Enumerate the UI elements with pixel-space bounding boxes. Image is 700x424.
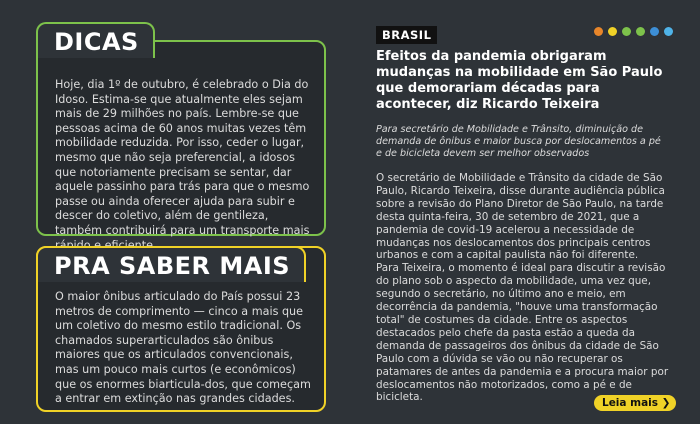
article-paragraph-1: O secretário de Mobilidade e Trânsito da cidade de São Paulo, Ricardo Teixeira, disse durante audiência pública sobre a revisão do Plano Diretor de São Paulo, na tarde desta quinta-feira, 30 de setembro de 2021, que a pandemia de covid-19 acelerou a necessidade de mudanças nos deslocamentos dos principais centros urbanos e com a capital paulista não foi diferente. <box>376 172 665 262</box>
dicas-box <box>36 28 326 237</box>
color-dots <box>594 27 673 36</box>
dot-light-blue <box>664 27 673 36</box>
dicas-text: Hoje, dia 1º de outubro, é celebrado o Dia do Idoso. Estima-se que atualmente eles sejam mais de 29 milhões no país. Lembre-se que pessoas acima de 60 anos muitas vezes têm mobilidade reduzida. Por isso, ceder o lugar, mesmo que não seja preferencial, a idosos que notoriamente precisam se sentar, dar aquele passinho para trás para que o mesmo passe ou ainda oferecer ajuda para subir e descer do coletivo, além de gentileza, também contribuirá para um transporte mais <box>55 78 310 237</box>
pra-saber-mais-box <box>36 246 326 412</box>
dot-green <box>622 27 631 36</box>
article-body <box>376 172 676 404</box>
article-subhead: Para secretário de Mobilidade e Trânsito, diminuição de demanda de ônibus e maior busca por deslocamentos a pé e de bicicleta devem ser melhor observados <box>376 124 661 159</box>
article-headline[interactable]: Efeitos da pandemia obrigaram mudanças na mobilidade em São Paulo que demorariam décadas para acontecer, diz Ricardo Teixeira <box>376 49 663 112</box>
pra-saber-mais-title: PRA SABER MAIS <box>36 246 306 282</box>
dicas-title: DICAS <box>36 22 155 58</box>
dot-green-2 <box>636 27 645 36</box>
dot-orange <box>594 27 603 36</box>
dot-yellow <box>608 27 617 36</box>
section-tag: BRASIL <box>376 26 437 44</box>
dot-blue <box>650 27 659 36</box>
article-paragraph-2: Para Teixeira, o momento é ideal para discutir a revisão do plano sob o aspecto da mobilidade, uma vez que, segundo o secretário, no último ano e meio, em decorrência da pandemia, "houve uma transformação total" de costumes da cidade. Entre os aspectos destacados pelo chefe da pasta estão a queda da demanda de passageiros dos ônibus da cidade de São Paulo com a dúvida se vão ou não recuperar os patamares de antes da pandemia e a procura maior por deslocamentos não motorizados, como a pé e de bicicleta. <box>376 262 669 404</box>
read-more-button[interactable]: Leia mais ❯ <box>594 395 676 411</box>
pra-saber-mais-text: O maior ônibus articulado do País possui 23 metros de comprimento — cinco a mais que um coletivo do mesmo estilo tradicional. Os chamados superarticulados são ônibus maiores que os articulados convencionais, mas um pouco mais curtos (e econômicos) que os enormes biarticula-dos, que começam a entrar em extinção nas grandes cidades. <box>55 290 311 406</box>
